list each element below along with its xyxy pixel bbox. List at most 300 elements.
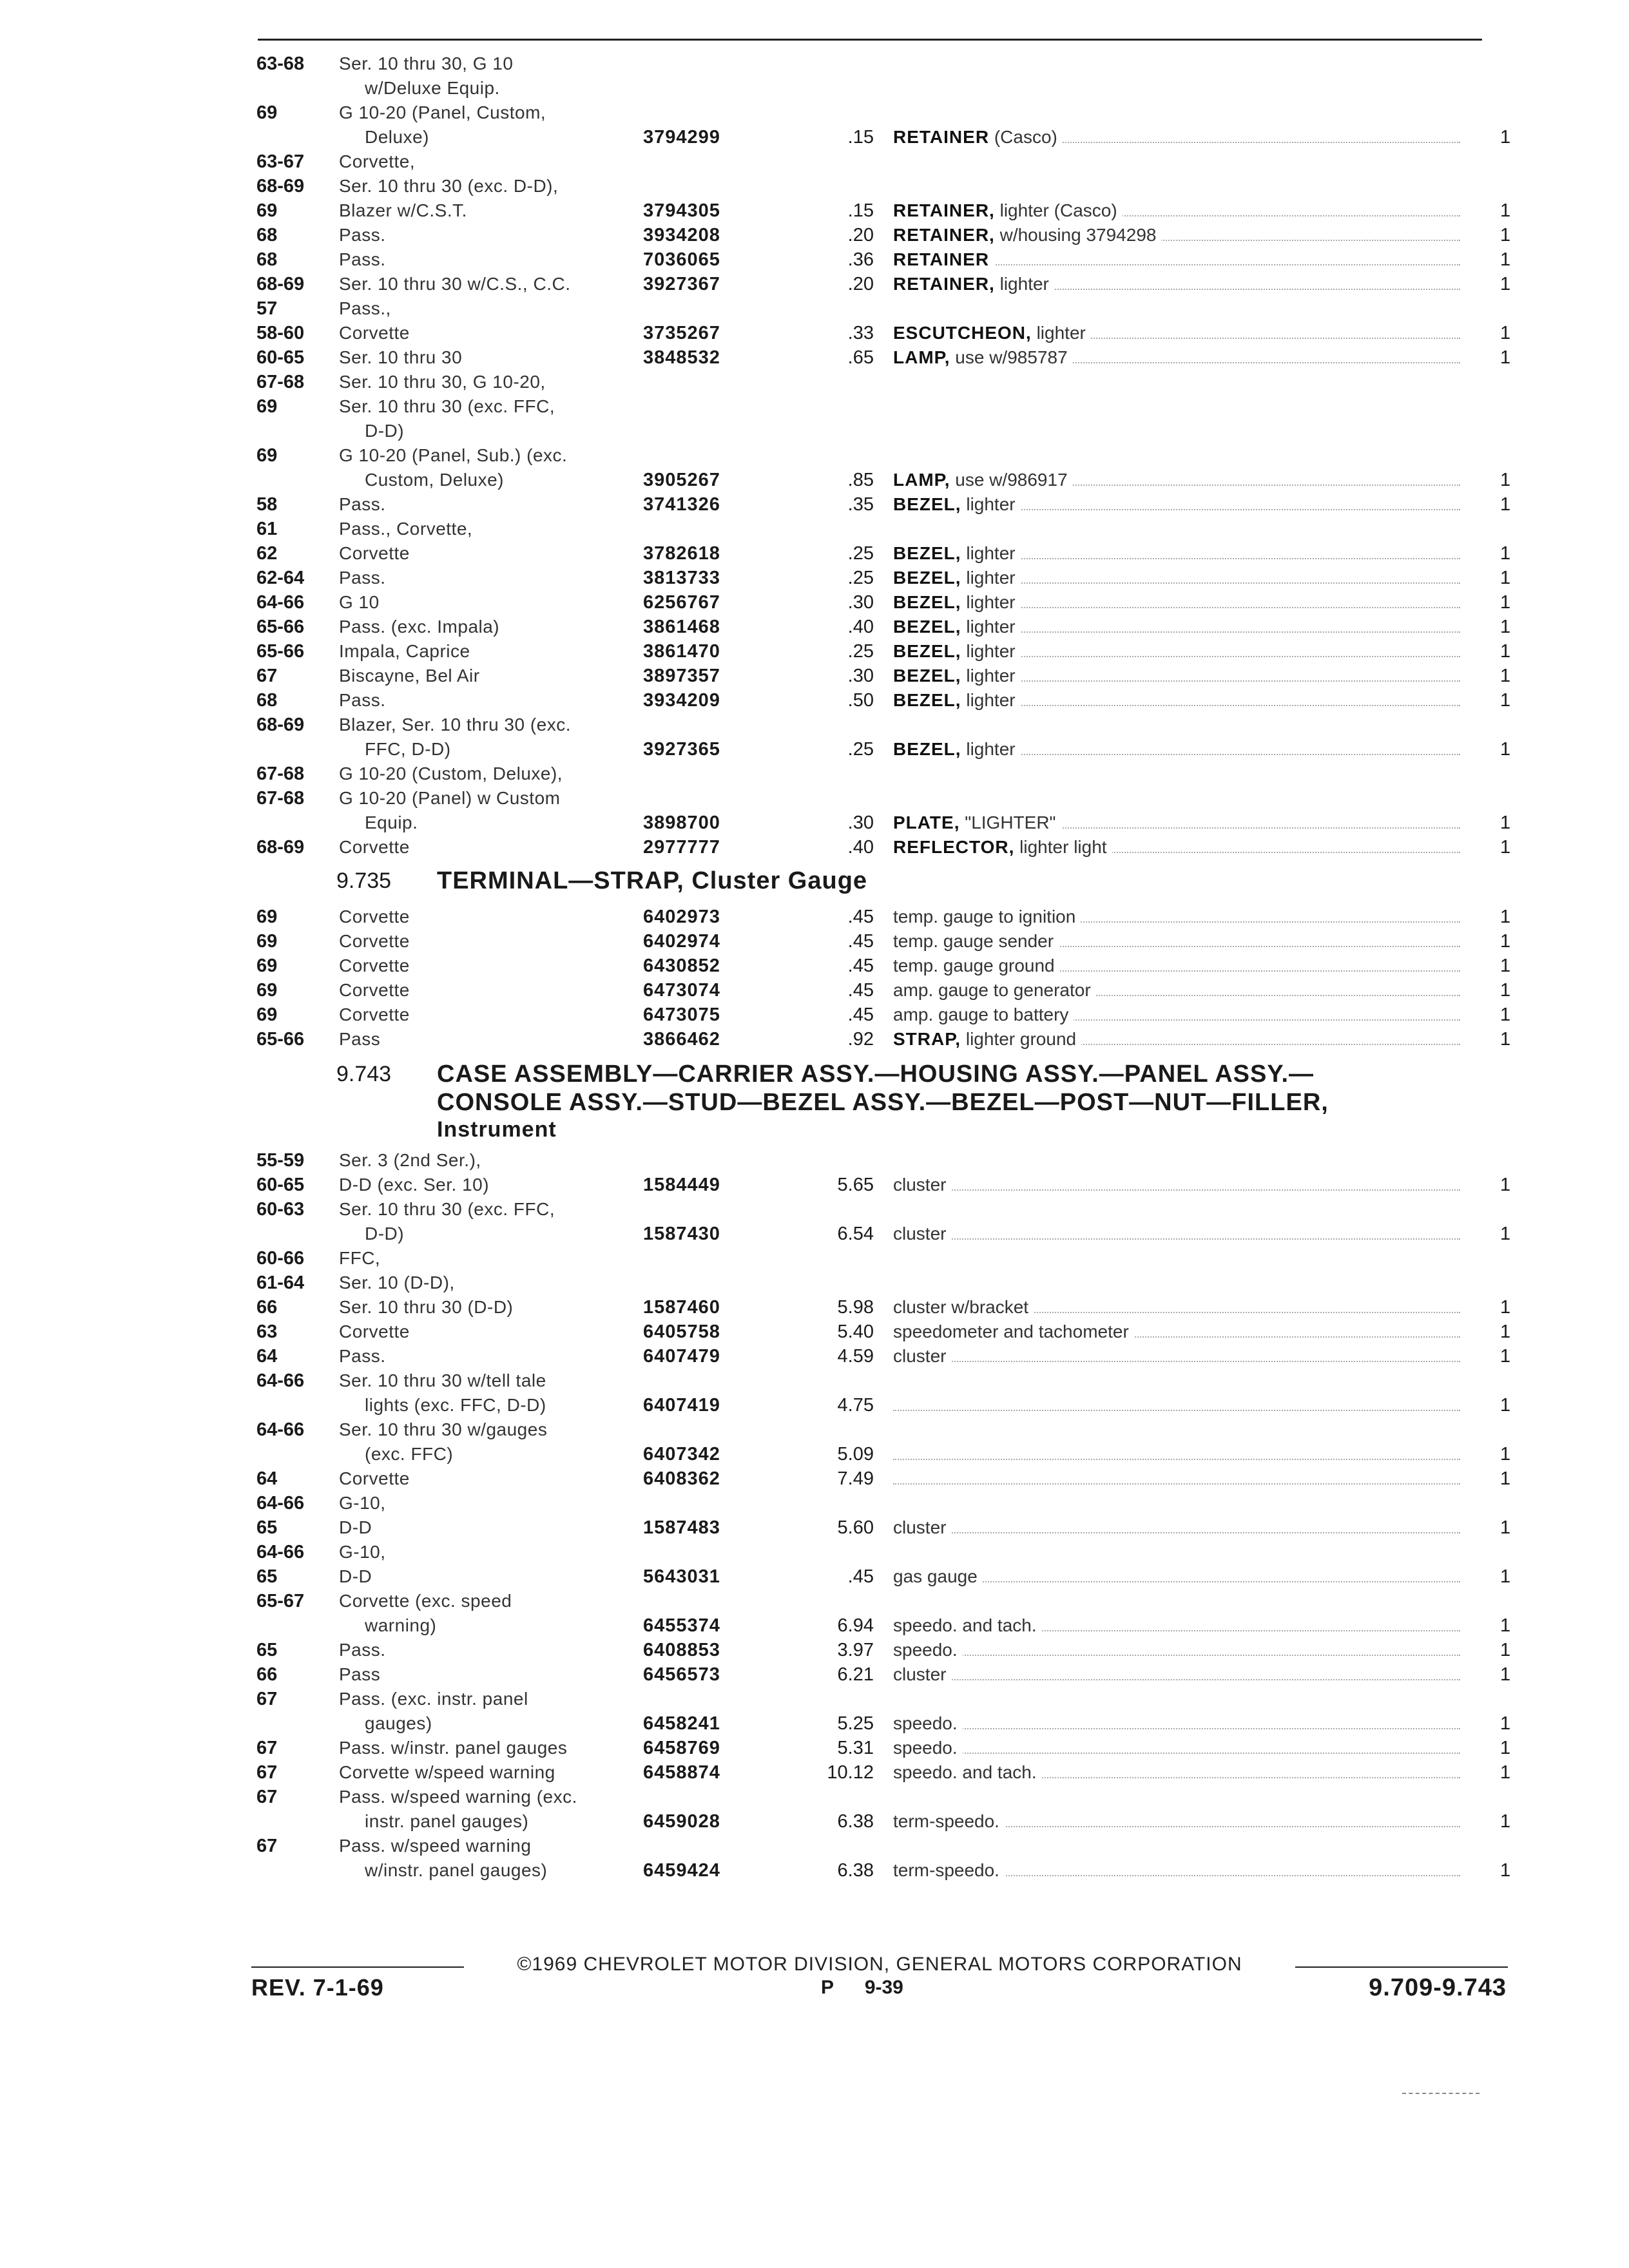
application: Custom, Deluxe) — [365, 470, 505, 490]
part-description — [893, 566, 1021, 590]
quantity: 1 — [1500, 1004, 1511, 1025]
list-price: .15 — [847, 200, 874, 221]
part-number: 2977777 — [643, 837, 720, 858]
model-year: 65 — [256, 1566, 278, 1587]
part-detail: gas gauge — [893, 1566, 978, 1586]
table-row — [0, 978, 1629, 1003]
model-year: 67 — [256, 1762, 278, 1783]
application: Ser. 10 thru 30 w/C.S., C.C. — [339, 274, 571, 294]
part-description — [893, 125, 1063, 149]
list-price: .45 — [847, 1004, 874, 1025]
part-number: 3848532 — [643, 347, 720, 368]
quantity: 1 — [1500, 980, 1511, 1001]
table-row — [0, 1173, 1629, 1197]
model-year: 60-65 — [256, 347, 305, 368]
application: FFC, — [339, 1248, 381, 1268]
part-description — [893, 247, 994, 272]
part-description — [893, 978, 1096, 1003]
application: instr. panel gauges) — [365, 1811, 529, 1831]
table-row — [0, 1466, 1629, 1491]
part-number: 3866462 — [643, 1029, 720, 1050]
quantity: 1 — [1500, 1321, 1511, 1342]
model-year: 65-67 — [256, 1591, 305, 1611]
part-detail: speedo. — [893, 1713, 958, 1733]
part-detail: lighter ground — [961, 1029, 1077, 1049]
leader-dots — [893, 1655, 1460, 1656]
application: Corvette, — [339, 151, 416, 171]
table-row — [0, 101, 1629, 125]
list-price: .25 — [847, 543, 874, 564]
table-row — [0, 688, 1629, 713]
application: Pass. w/instr. panel gauges — [339, 1738, 568, 1758]
model-year: 64-66 — [256, 1419, 305, 1440]
quantity: 1 — [1500, 1346, 1511, 1367]
table-row — [0, 1148, 1629, 1173]
part-description — [893, 1858, 1005, 1883]
application: G 10 — [339, 592, 380, 612]
list-price: .25 — [847, 568, 874, 588]
list-price: 5.31 — [837, 1738, 874, 1758]
part-number: 1587460 — [643, 1297, 720, 1318]
table-row — [0, 517, 1629, 541]
model-year: 65-66 — [256, 1029, 305, 1050]
part-name: LAMP, — [893, 347, 950, 367]
table-row — [0, 615, 1629, 639]
part-detail: speedo. and tach. — [893, 1762, 1037, 1782]
part-description — [893, 811, 1061, 835]
model-year: 69 — [256, 396, 278, 417]
table-row — [0, 1687, 1629, 1711]
table-row — [0, 1564, 1629, 1589]
application: Corvette — [339, 931, 410, 951]
model-year: 67 — [256, 1738, 278, 1758]
page-number-value: 9-39 — [864, 1977, 903, 1998]
quantity: 1 — [1500, 1297, 1511, 1318]
table-row — [0, 1736, 1629, 1760]
model-year: 60-63 — [256, 1199, 305, 1220]
part-description — [893, 1320, 1134, 1344]
table-row — [0, 1858, 1629, 1883]
part-description — [893, 929, 1059, 954]
model-year: 68 — [256, 690, 278, 711]
part-name: RETAINER, — [893, 200, 995, 220]
application: Biscayne, Bel Air — [339, 666, 480, 686]
table-row — [0, 786, 1629, 811]
part-name: RETAINER — [893, 249, 990, 269]
section-range: 9.709-9.743 — [1369, 1974, 1507, 2001]
part-description — [893, 1736, 963, 1760]
quantity: 1 — [1500, 956, 1511, 976]
section-heading-9735 — [0, 865, 1629, 905]
table-row — [0, 1638, 1629, 1662]
part-detail: lighter — [961, 543, 1016, 563]
application: w/instr. panel gauges) — [365, 1860, 548, 1880]
quantity: 1 — [1500, 347, 1511, 368]
row-group-retainers-bezels — [0, 52, 1629, 860]
part-description — [893, 1760, 1042, 1785]
part-description — [893, 688, 1021, 713]
list-price: .40 — [847, 617, 874, 637]
part-number: 3794305 — [643, 200, 720, 221]
part-number: 6402973 — [643, 907, 720, 927]
list-price: .50 — [847, 690, 874, 711]
part-detail: lighter — [961, 617, 1016, 637]
application: Pass., Corvette, — [339, 519, 473, 539]
part-number: 3934209 — [643, 690, 720, 711]
table-row — [0, 223, 1629, 247]
part-detail: "LIGHTER" — [959, 812, 1056, 832]
quantity: 1 — [1500, 1811, 1511, 1832]
model-year: 68-69 — [256, 274, 305, 294]
quantity: 1 — [1500, 812, 1511, 833]
application: Blazer, Ser. 10 thru 30 (exc. — [339, 715, 572, 735]
part-description — [893, 223, 1161, 247]
part-detail: lighter — [961, 494, 1016, 514]
table-row — [0, 1320, 1629, 1344]
table-row — [0, 639, 1629, 664]
part-name: ESCUTCHEON, — [893, 323, 1032, 343]
part-detail: amp. gauge to battery — [893, 1004, 1069, 1024]
part-description — [893, 1662, 951, 1687]
part-description — [893, 1295, 1034, 1320]
table-row — [0, 52, 1629, 76]
part-number: 6407342 — [643, 1444, 720, 1465]
application: Pass. — [339, 690, 386, 710]
part-name: BEZEL, — [893, 568, 961, 588]
table-row — [0, 811, 1629, 835]
model-year: 69 — [256, 102, 278, 123]
table-row — [0, 566, 1629, 590]
part-description — [893, 321, 1091, 345]
list-price: 7.49 — [837, 1468, 874, 1489]
quantity: 1 — [1500, 931, 1511, 952]
list-price: 6.38 — [837, 1860, 874, 1881]
table-row — [0, 737, 1629, 762]
part-number: 3861470 — [643, 641, 720, 662]
table-row — [0, 1442, 1629, 1466]
part-number: 6473074 — [643, 980, 720, 1001]
quantity: 1 — [1500, 1029, 1511, 1050]
list-price: .45 — [847, 956, 874, 976]
table-row — [0, 1393, 1629, 1418]
application: Ser. 10 thru 30 (D-D) — [339, 1297, 514, 1317]
part-detail: term-speedo. — [893, 1860, 999, 1880]
application: D-D — [339, 1517, 372, 1537]
part-number: 1584449 — [643, 1175, 720, 1195]
part-detail: speedo. — [893, 1738, 958, 1758]
list-price: .45 — [847, 907, 874, 927]
application: Ser. 10 thru 30 w/tell tale — [339, 1370, 546, 1390]
quantity: 1 — [1500, 225, 1511, 245]
part-detail: lighter — [1031, 323, 1086, 343]
table-row — [0, 835, 1629, 860]
list-price: .15 — [847, 127, 874, 148]
part-detail: lighter light — [1014, 837, 1107, 857]
application: Pass — [339, 1664, 381, 1684]
table-row — [0, 1491, 1629, 1515]
leader-dots — [893, 1238, 1460, 1240]
part-name: LAMP, — [893, 470, 950, 490]
quantity: 1 — [1500, 1444, 1511, 1465]
list-price: .30 — [847, 812, 874, 833]
quantity: 1 — [1500, 1468, 1511, 1489]
model-year: 57 — [256, 298, 278, 319]
leader-dots — [893, 1483, 1460, 1485]
application: Ser. 10 thru 30 (exc. FFC, — [339, 396, 555, 416]
list-price: .30 — [847, 592, 874, 613]
model-year: 69 — [256, 445, 278, 466]
part-detail: cluster — [893, 1517, 947, 1537]
quantity: 1 — [1500, 323, 1511, 343]
application: G-10, — [339, 1542, 386, 1562]
parts-listing — [0, 52, 1629, 1883]
section-heading-9743 — [0, 1061, 1629, 1148]
application: Corvette — [339, 1321, 410, 1341]
application: Corvette (exc. speed — [339, 1591, 512, 1611]
list-price: .40 — [847, 837, 874, 858]
application: Pass. w/speed warning (exc. — [339, 1787, 577, 1807]
section-title-line-1: CASE ASSEMBLY—CARRIER ASSY.—HOUSING ASSY.—PANEL ASSY.— — [437, 1061, 1315, 1088]
application: G 10-20 (Panel, Custom, — [339, 102, 546, 122]
table-row — [0, 1540, 1629, 1564]
table-row — [0, 345, 1629, 370]
leader-dots — [893, 1361, 1460, 1362]
part-number: 6459424 — [643, 1860, 720, 1881]
application: Pass. (exc. instr. panel — [339, 1689, 528, 1709]
model-year: 67-68 — [256, 372, 305, 392]
model-year: 60-66 — [256, 1248, 305, 1269]
model-year: 67 — [256, 1689, 278, 1709]
model-year: 65 — [256, 1517, 278, 1538]
application: Corvette — [339, 1004, 410, 1024]
table-row — [0, 1369, 1629, 1393]
part-number: 6455374 — [643, 1615, 720, 1636]
part-detail: amp. gauge to generator — [893, 980, 1091, 1000]
table-row — [0, 1760, 1629, 1785]
part-number: 5643031 — [643, 1566, 720, 1587]
part-detail: lighter — [961, 690, 1016, 710]
model-year: 65 — [256, 1640, 278, 1660]
application: Corvette — [339, 837, 410, 857]
application: Corvette — [339, 980, 410, 1000]
application: G 10-20 (Custom, Deluxe), — [339, 764, 563, 783]
quantity: 1 — [1500, 127, 1511, 148]
application: Ser. 3 (2nd Ser.), — [339, 1150, 481, 1170]
model-year: 64-66 — [256, 592, 305, 613]
model-year: 69 — [256, 931, 278, 952]
application: D-D — [339, 1566, 372, 1586]
table-row — [0, 1785, 1629, 1809]
list-price: .25 — [847, 641, 874, 662]
application: Pass. — [339, 494, 386, 514]
part-number: 3741326 — [643, 494, 720, 515]
part-detail: lighter — [961, 568, 1016, 588]
table-row — [0, 443, 1629, 468]
top-rule — [258, 39, 1482, 41]
part-description — [893, 615, 1021, 639]
application: Pass. — [339, 1346, 386, 1366]
quantity: 1 — [1500, 1224, 1511, 1244]
table-row — [0, 1809, 1629, 1834]
part-detail: cluster — [893, 1175, 947, 1195]
table-row — [0, 1222, 1629, 1246]
part-number: 6408853 — [643, 1640, 720, 1660]
application: Pass. — [339, 568, 386, 588]
table-row — [0, 492, 1629, 517]
part-detail: speedometer and tachometer — [893, 1321, 1129, 1341]
part-description — [893, 1638, 963, 1662]
part-description — [893, 1711, 963, 1736]
quantity: 1 — [1500, 1615, 1511, 1636]
leader-dots — [893, 1532, 1460, 1533]
table-row — [0, 1613, 1629, 1638]
list-price: .45 — [847, 980, 874, 1001]
application: Ser. 10 thru 30, G 10-20, — [339, 372, 546, 392]
part-number: 7036065 — [643, 249, 720, 270]
quantity: 1 — [1500, 690, 1511, 711]
application: G 10-20 (Panel, Sub.) (exc. — [339, 445, 568, 465]
quantity: 1 — [1500, 470, 1511, 490]
list-price: 10.12 — [827, 1762, 874, 1783]
application: w/Deluxe Equip. — [365, 78, 500, 98]
table-row — [0, 198, 1629, 223]
list-price: 4.75 — [837, 1395, 874, 1416]
part-description — [893, 664, 1021, 688]
part-description — [893, 1515, 951, 1540]
table-row — [0, 1515, 1629, 1540]
quantity: 1 — [1500, 543, 1511, 564]
model-year: 69 — [256, 200, 278, 221]
model-year: 67-68 — [256, 764, 305, 784]
quantity: 1 — [1500, 274, 1511, 294]
part-detail: speedo. — [893, 1640, 958, 1660]
application: Corvette — [339, 543, 410, 563]
part-description — [893, 492, 1021, 517]
part-number: 6402974 — [643, 931, 720, 952]
quantity: 1 — [1500, 1762, 1511, 1783]
table-row — [0, 905, 1629, 929]
section-title-line-2: CONSOLE ASSY.—STUD—BEZEL ASSY.—BEZEL—POST—NUT—FILLER, — [437, 1089, 1329, 1116]
part-description — [893, 835, 1112, 860]
model-year: 66 — [256, 1297, 278, 1318]
part-number: 3861468 — [643, 617, 720, 637]
application: FFC, D-D) — [365, 739, 451, 759]
model-year: 68 — [256, 249, 278, 270]
application: Ser. 10 thru 30 w/gauges — [339, 1419, 548, 1439]
part-description — [893, 1564, 983, 1589]
quantity: 1 — [1500, 907, 1511, 927]
quantity: 1 — [1500, 1713, 1511, 1734]
part-detail: use w/986917 — [950, 470, 1068, 490]
part-number: 3794299 — [643, 127, 720, 148]
part-number: 1587430 — [643, 1224, 720, 1244]
application: Equip. — [365, 812, 418, 832]
part-name: BEZEL, — [893, 617, 961, 637]
part-description — [893, 1222, 951, 1246]
table-row — [0, 394, 1629, 419]
list-price: .25 — [847, 739, 874, 760]
part-number: 6456573 — [643, 1664, 720, 1685]
part-description — [893, 905, 1081, 929]
part-description — [893, 590, 1021, 615]
application: D-D) — [365, 1224, 405, 1244]
table-row — [0, 762, 1629, 786]
part-detail: lighter — [961, 641, 1016, 661]
part-number: 6407419 — [643, 1395, 720, 1416]
part-description — [893, 737, 1021, 762]
part-name: BEZEL, — [893, 592, 961, 612]
part-number: 6407479 — [643, 1346, 720, 1367]
part-detail: lighter — [961, 666, 1016, 686]
list-price: .92 — [847, 1029, 874, 1050]
part-description — [893, 541, 1021, 566]
table-row — [0, 713, 1629, 737]
part-detail: term-speedo. — [893, 1811, 999, 1831]
part-description — [893, 1809, 1005, 1834]
leader-dots — [893, 1189, 1460, 1191]
model-year: 61 — [256, 519, 278, 539]
model-year: 65-66 — [256, 617, 305, 637]
model-year: 63 — [256, 1321, 278, 1342]
quantity: 1 — [1500, 1860, 1511, 1881]
part-name: BEZEL, — [893, 494, 961, 514]
part-description — [893, 954, 1060, 978]
model-year: 68-69 — [256, 176, 305, 197]
part-number: 6458874 — [643, 1762, 720, 1783]
copyright-text: ©1969 CHEVROLET MOTOR DIVISION, GENERAL MOTORS CORPORATION — [514, 1954, 1244, 1975]
leader-dots — [893, 1753, 1460, 1754]
quantity: 1 — [1500, 1175, 1511, 1195]
quantity: 1 — [1500, 617, 1511, 637]
table-row — [0, 149, 1629, 174]
part-name: STRAP, — [893, 1029, 961, 1049]
section-number: 9.743 — [336, 1062, 392, 1086]
table-row — [0, 590, 1629, 615]
application: Ser. 10 thru 30 — [339, 347, 463, 367]
quantity: 1 — [1500, 1566, 1511, 1587]
quantity: 1 — [1500, 1738, 1511, 1758]
part-name: RETAINER, — [893, 225, 995, 245]
quantity: 1 — [1500, 568, 1511, 588]
quantity: 1 — [1500, 837, 1511, 858]
table-row — [0, 954, 1629, 978]
model-year: 63-68 — [256, 53, 305, 74]
part-name: PLATE, — [893, 812, 960, 832]
part-detail: (Casco) — [989, 127, 1057, 147]
part-number: 6430852 — [643, 956, 720, 976]
model-year: 58 — [256, 494, 278, 515]
part-description — [893, 639, 1021, 664]
application: Pass., — [339, 298, 391, 318]
model-year: 67-68 — [256, 788, 305, 809]
list-price: .36 — [847, 249, 874, 270]
list-price: 5.09 — [837, 1444, 874, 1465]
part-detail: cluster w/bracket — [893, 1297, 1029, 1317]
application: Corvette — [339, 1468, 410, 1488]
model-year: 58-60 — [256, 323, 305, 343]
list-price: .65 — [847, 347, 874, 368]
application: Ser. 10 thru 30 (exc. D-D), — [339, 176, 559, 196]
model-year: 64-66 — [256, 1370, 305, 1391]
quantity: 1 — [1500, 641, 1511, 662]
application: Deluxe) — [365, 127, 429, 147]
quantity: 1 — [1500, 1664, 1511, 1685]
table-row — [0, 541, 1629, 566]
table-row — [0, 321, 1629, 345]
part-description — [893, 1173, 951, 1197]
copyright-rule-right — [1295, 1966, 1508, 1968]
quantity: 1 — [1500, 739, 1511, 760]
